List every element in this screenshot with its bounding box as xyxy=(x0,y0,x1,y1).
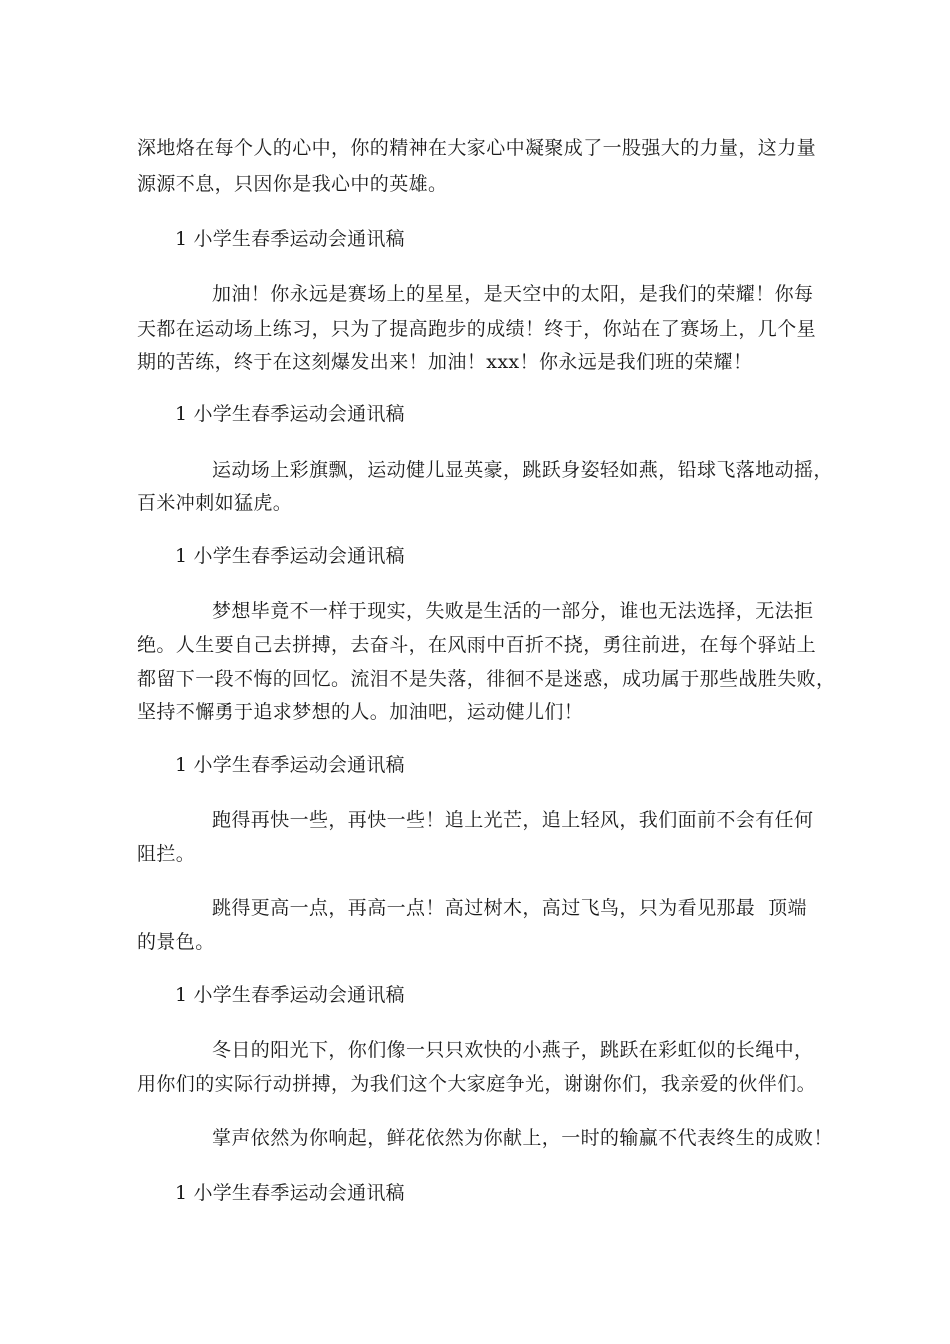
paragraph-line: 加油！你永远是赛场上的星星，是天空中的太阳，是我们的荣耀！你每 xyxy=(212,283,814,305)
section-heading: 1 小学生春季运动会通讯稿 xyxy=(175,403,405,425)
paragraph-line: 冬日的阳光下，你们像一只只欢快的小燕子，跳跃在彩虹似的长绳中， xyxy=(212,1039,814,1061)
paragraph-line: 天都在运动场上练习，只为了提高跑步的成绩！终于，你站在了赛场上，几个星 xyxy=(137,318,817,340)
section-heading: 1 小学生春季运动会通讯稿 xyxy=(175,1182,405,1204)
paragraph-line: 深地烙在每个人的心中，你的精神在大家心中凝聚成了一股强大的力量，这力量 xyxy=(137,137,817,159)
section-heading: 1 小学生春季运动会通讯稿 xyxy=(175,754,405,776)
section-heading: 1 小学生春季运动会通讯稿 xyxy=(175,228,405,250)
paragraph-line: 坚持不懈勇于追求梦想的人。加油吧，运动健儿们！ xyxy=(137,701,584,723)
paragraph-line: 用你们的实际行动拼搏，为我们这个大家庭争光，谢谢你们，我亲爱的伙伴们。 xyxy=(137,1073,817,1095)
paragraph-line: 都留下一段不悔的回忆。流泪不是失落，徘徊不是迷惑，成功属于那些战胜失败， xyxy=(137,668,836,690)
paragraph-line: 梦想毕竟不一样于现实，失败是生活的一部分，谁也无法选择，无法拒 xyxy=(212,600,814,622)
paragraph-line: 的景色。 xyxy=(137,931,215,953)
paragraph-line: 运动场上彩旗飘，运动健儿显英豪，跳跃身姿轻如燕，铅球飞落地动摇， xyxy=(212,459,833,481)
paragraph-line: 跑得再快一些，再快一些！追上光芒，追上轻风，我们面前不会有任何 xyxy=(212,809,814,831)
paragraph-line: 绝。人生要自己去拼搏，去奋斗，在风雨中百折不挠，勇往前进，在每个驿站上 xyxy=(137,634,817,656)
paragraph-line: 阻拦。 xyxy=(137,843,196,865)
section-heading: 1 小学生春季运动会通讯稿 xyxy=(175,984,405,1006)
paragraph-line: 期的苦练，终于在这刻爆发出来！加油！xxx！你永远是我们班的荣耀！ xyxy=(137,351,753,373)
paragraph-line: 百米冲刺如猛虎。 xyxy=(137,492,293,514)
paragraph-line: 源源不息，只因你是我心中的英雄。 xyxy=(137,173,448,195)
section-heading: 1 小学生春季运动会通讯稿 xyxy=(175,545,405,567)
paragraph-line: 掌声依然为你响起，鲜花依然为你献上，一时的输赢不代表终生的成败！ xyxy=(212,1127,833,1149)
paragraph-line: 跳得更高一点，再高一点！高过树木，高过飞鸟，只为看见那最 顶端 xyxy=(212,897,807,919)
